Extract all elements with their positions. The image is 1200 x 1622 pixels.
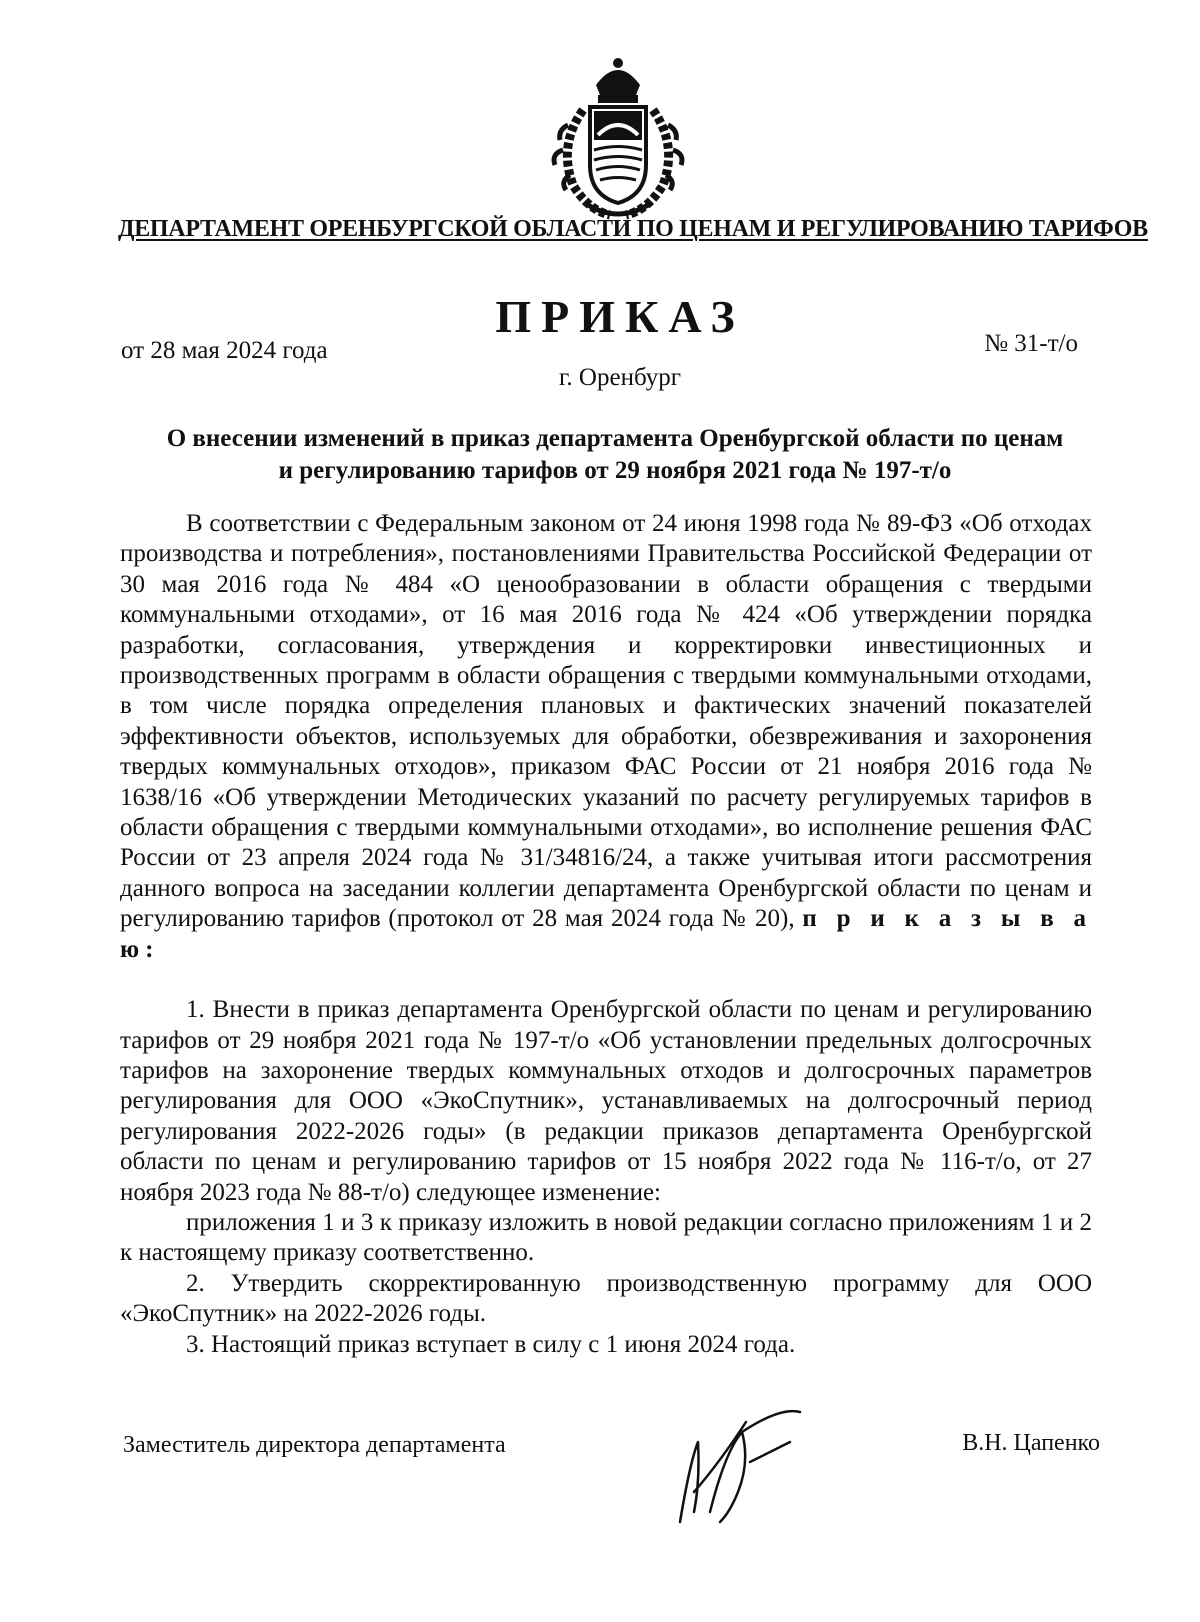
coat-of-arms-emblem-icon bbox=[548, 55, 688, 220]
item-1-paragraph: 1. Внести в приказ департамента Оренбургской области по ценам и регулированию тарифов от 29 ноября 2021 года № 197-т/о «Об установлении предельных долгосрочных тарифов на захоронение твердых коммунальных отходов и долгосрочных параметров регулирования для ООО «ЭкоСпутник», устанавливаемых на долгосрочный период регулирования 2022-2026 годы» (в редакции приказов департамента Оренбургской области по ценам и регулированию тарифов от 15 ноября 2022 года № 116-т/о, от 27 ноября 2023 года № 88-т/о) следующее изменение: bbox=[120, 996, 1092, 1206]
signatory-position: Заместитель директора департамента bbox=[123, 1432, 506, 1458]
department-name: ДЕПАРТАМЕНТ ОРЕНБУРГСКОЙ ОБЛАСТИ ПО ЦЕНАМ И РЕГУЛИРОВАНИЮ ТАРИФОВ bbox=[118, 216, 1148, 242]
order-body bbox=[120, 509, 1092, 1360]
item-1-sub-paragraph: приложения 1 и 3 к приказу изложить в новой редакции согласно приложениям 1 и 2 к настоящему приказу соответственно. bbox=[120, 1208, 1092, 1267]
signature-block bbox=[120, 1432, 1100, 1552]
order-date: от 28 мая 2024 года bbox=[121, 337, 328, 364]
order-heading-line-2: и регулированию тарифов от 29 ноября 2021 года № 197-т/о bbox=[278, 457, 952, 484]
order-heading bbox=[118, 423, 1112, 487]
item-2-paragraph: 2. Утвердить скорректированную производственную программу для ООО «ЭкоСпутник» на 2022-2026 годы. bbox=[120, 1269, 1092, 1328]
preamble-text: В соответствии с Федеральным законом от 24 июня 1998 года № 89-ФЗ «Об отходах производства и потребления», постановлениями Правительства Российской Федерации от 30 мая 2016 года № 484 «О ценообразовании в области обращения с твердыми коммунальными отходами», от 16 мая 2016 года № 424 «Об утверждении порядка разработки, согласования, утверждения и корректировки инвестиционных и производственных программ в области обращения с твердыми коммунальными отходами, в том числе порядка определения плановых и фактических значений показателей эффективности объектов, используемых для обработки, обезвреживания и захоронения твердых коммунальных отходов», приказом ФАС России от 21 ноября 2016 года № 1638/16 «Об утверждении Методических указаний по расчету регулируемых тарифов в области обращения с твердыми коммунальными отходами», во исполнение решения ФАС России от 23 апреля 2024 года № 31/34816/24, а также учитывая итоги рассмотрения данного вопроса на заседании коллегии департамента Оренбургской области по ценам и регулированию тарифов (протокол от 28 мая 2024 года № 20), bbox=[120, 510, 1092, 933]
order-number: № 31-т/о bbox=[984, 330, 1078, 357]
item-3-paragraph: 3. Настоящий приказ вступает в силу с 1 июня 2024 года. bbox=[186, 1330, 796, 1358]
handwritten-signature-icon bbox=[650, 1402, 810, 1532]
signatory-name: В.Н. Цапенко bbox=[962, 1430, 1100, 1456]
preamble-paragraph bbox=[120, 509, 1092, 965]
order-city: г. Оренбург bbox=[559, 364, 681, 391]
document-type-title: ПРИКАЗ bbox=[495, 291, 745, 342]
order-word: п р и к а з ы в а ю: bbox=[120, 905, 1093, 963]
order-heading-line-1: О внесении изменений в приказ департамента Оренбургской области по ценам bbox=[166, 425, 1064, 452]
